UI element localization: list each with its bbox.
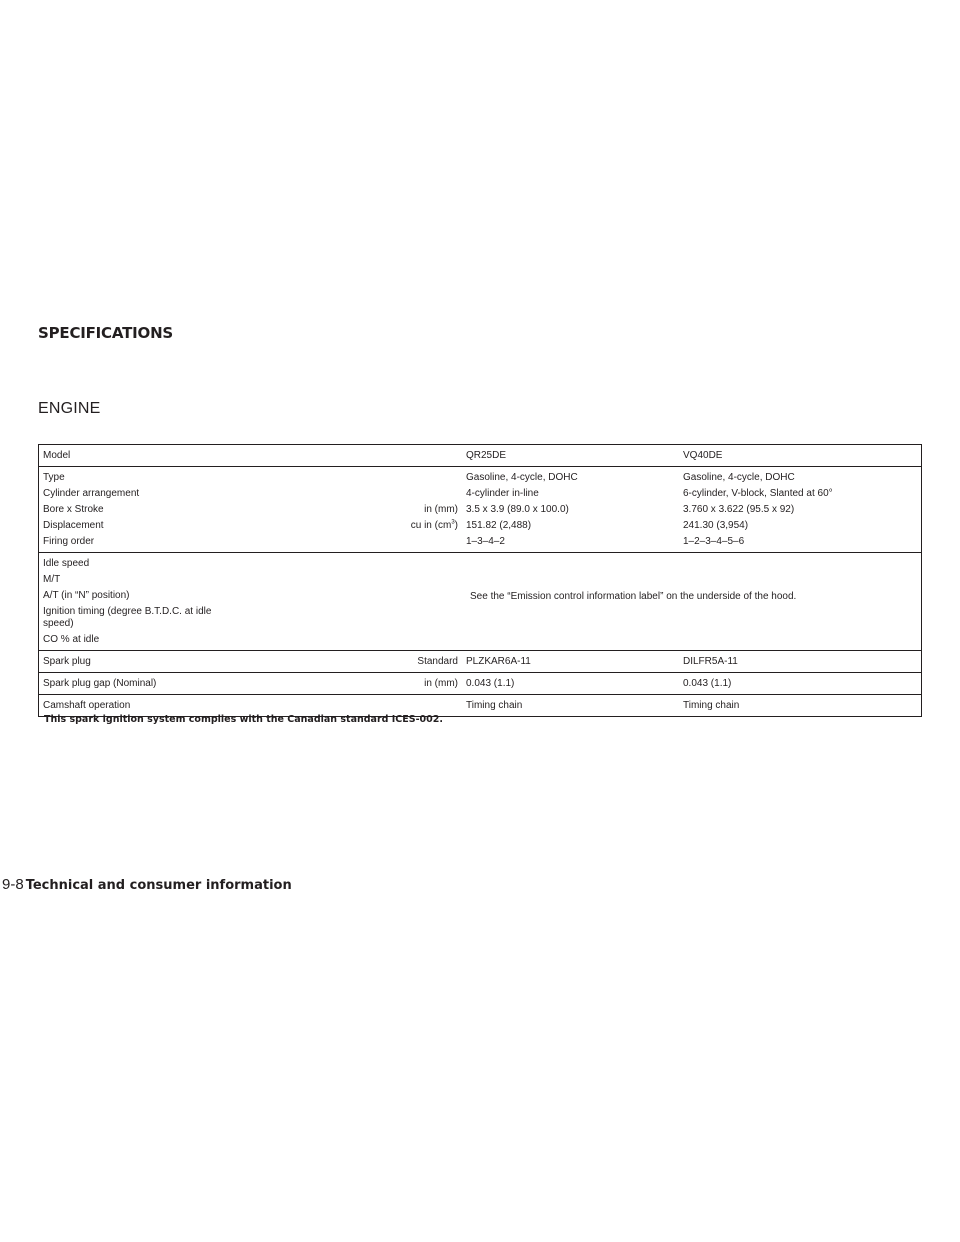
table-row-type <box>43 470 917 486</box>
compliance-footnote: This spark ignition system complies with the Canadian standard ICES-002. <box>44 714 443 725</box>
type-qr25de: Gasoline, 4-cycle, DOHC <box>466 472 578 483</box>
spark-plug-gap-vq40de: 0.043 (1.1) <box>683 678 732 689</box>
emission-label-note: See the “Emission control information label” on the underside of the hood. <box>470 591 797 602</box>
table-row-mt <box>43 572 917 588</box>
spark-plug-gap-group <box>39 673 921 695</box>
label-type: Type <box>43 472 65 483</box>
label-firing-order: Firing order <box>43 536 95 547</box>
engine-spec-table <box>38 444 922 717</box>
label-at: A/T (in “N” position) <box>43 590 130 601</box>
main-spec-group <box>39 467 921 553</box>
unit-spark-plug-gap: in (mm) <box>424 678 458 689</box>
table-row-ignition-timing <box>43 604 917 632</box>
subsection-title: ENGINE <box>38 400 101 417</box>
cylinder-arrangement-vq40de: 6-cylinder, V-block, Slanted at 60° <box>683 488 833 499</box>
camshaft-group <box>39 695 921 716</box>
label-displacement: Displacement <box>43 520 104 531</box>
page-footer <box>2 876 292 893</box>
label-model: Model <box>43 450 71 461</box>
firing-order-qr25de: 1–3–4–2 <box>466 536 505 547</box>
table-row-spark-plug-gap <box>43 676 917 692</box>
table-row-firing-order <box>43 534 917 550</box>
label-mt: M/T <box>43 574 61 585</box>
type-vq40de: Gasoline, 4-cycle, DOHC <box>683 472 795 483</box>
table-row-displacement <box>43 518 917 534</box>
table-row-model <box>43 448 917 464</box>
spark-plug-qr25de: PLZKAR6A-11 <box>466 656 531 667</box>
unit-displacement-prefix: cu in (cm <box>410 520 452 531</box>
camshaft-vq40de: Timing chain <box>683 700 740 711</box>
label-cylinder-arrangement: Cylinder arrangement <box>43 488 140 499</box>
bore-stroke-vq40de: 3.760 x 3.622 (95.5 x 92) <box>683 504 795 515</box>
firing-order-vq40de: 1–2–3–4–5–6 <box>683 536 745 547</box>
unit-spark-plug: Standard <box>417 656 458 667</box>
label-spark-plug: Spark plug <box>43 656 91 667</box>
unit-displacement-sup: 3 <box>451 519 455 526</box>
displacement-vq40de: 241.30 (3,954) <box>683 520 749 531</box>
label-bore-stroke: Bore x Stroke <box>43 504 104 515</box>
unit-bore-stroke: in (mm) <box>424 504 458 515</box>
cylinder-arrangement-qr25de: 4-cylinder in-line <box>466 488 539 499</box>
table-row-camshaft <box>43 698 917 714</box>
table-row-bore-stroke <box>43 502 917 518</box>
emission-group <box>39 553 921 651</box>
spark-plug-gap-qr25de: 0.043 (1.1) <box>466 678 515 689</box>
model-vq40de: VQ40DE <box>683 450 723 461</box>
displacement-qr25de: 151.82 (2,488) <box>466 520 532 531</box>
camshaft-qr25de: Timing chain <box>466 700 523 711</box>
label-co-idle: CO % at idle <box>43 634 100 645</box>
unit-displacement-suffix: ) <box>454 520 458 531</box>
label-camshaft: Camshaft operation <box>43 700 131 711</box>
label-spark-plug-gap: Spark plug gap (Nominal) <box>43 678 157 689</box>
table-row-idle-speed <box>43 556 917 572</box>
unit-displacement <box>328 520 466 532</box>
table-row-cylinder-arrangement <box>43 486 917 502</box>
spark-plug-vq40de: DILFR5A-11 <box>683 656 738 667</box>
table-row-spark-plug <box>43 654 917 670</box>
page-number: 9-8 <box>2 876 24 893</box>
label-ignition-timing: Ignition timing (degree B.T.D.C. at idle speed) <box>43 606 212 629</box>
model-qr25de: QR25DE <box>466 450 507 461</box>
table-row-co-idle <box>43 632 917 648</box>
bore-stroke-qr25de: 3.5 x 3.9 (89.0 x 100.0) <box>466 504 569 515</box>
section-title: SPECIFICATIONS <box>38 324 174 342</box>
table-header-group <box>39 445 921 467</box>
chapter-title: Technical and consumer information <box>25 878 292 893</box>
label-idle-speed: Idle speed <box>43 558 90 569</box>
spark-plug-group <box>39 651 921 673</box>
